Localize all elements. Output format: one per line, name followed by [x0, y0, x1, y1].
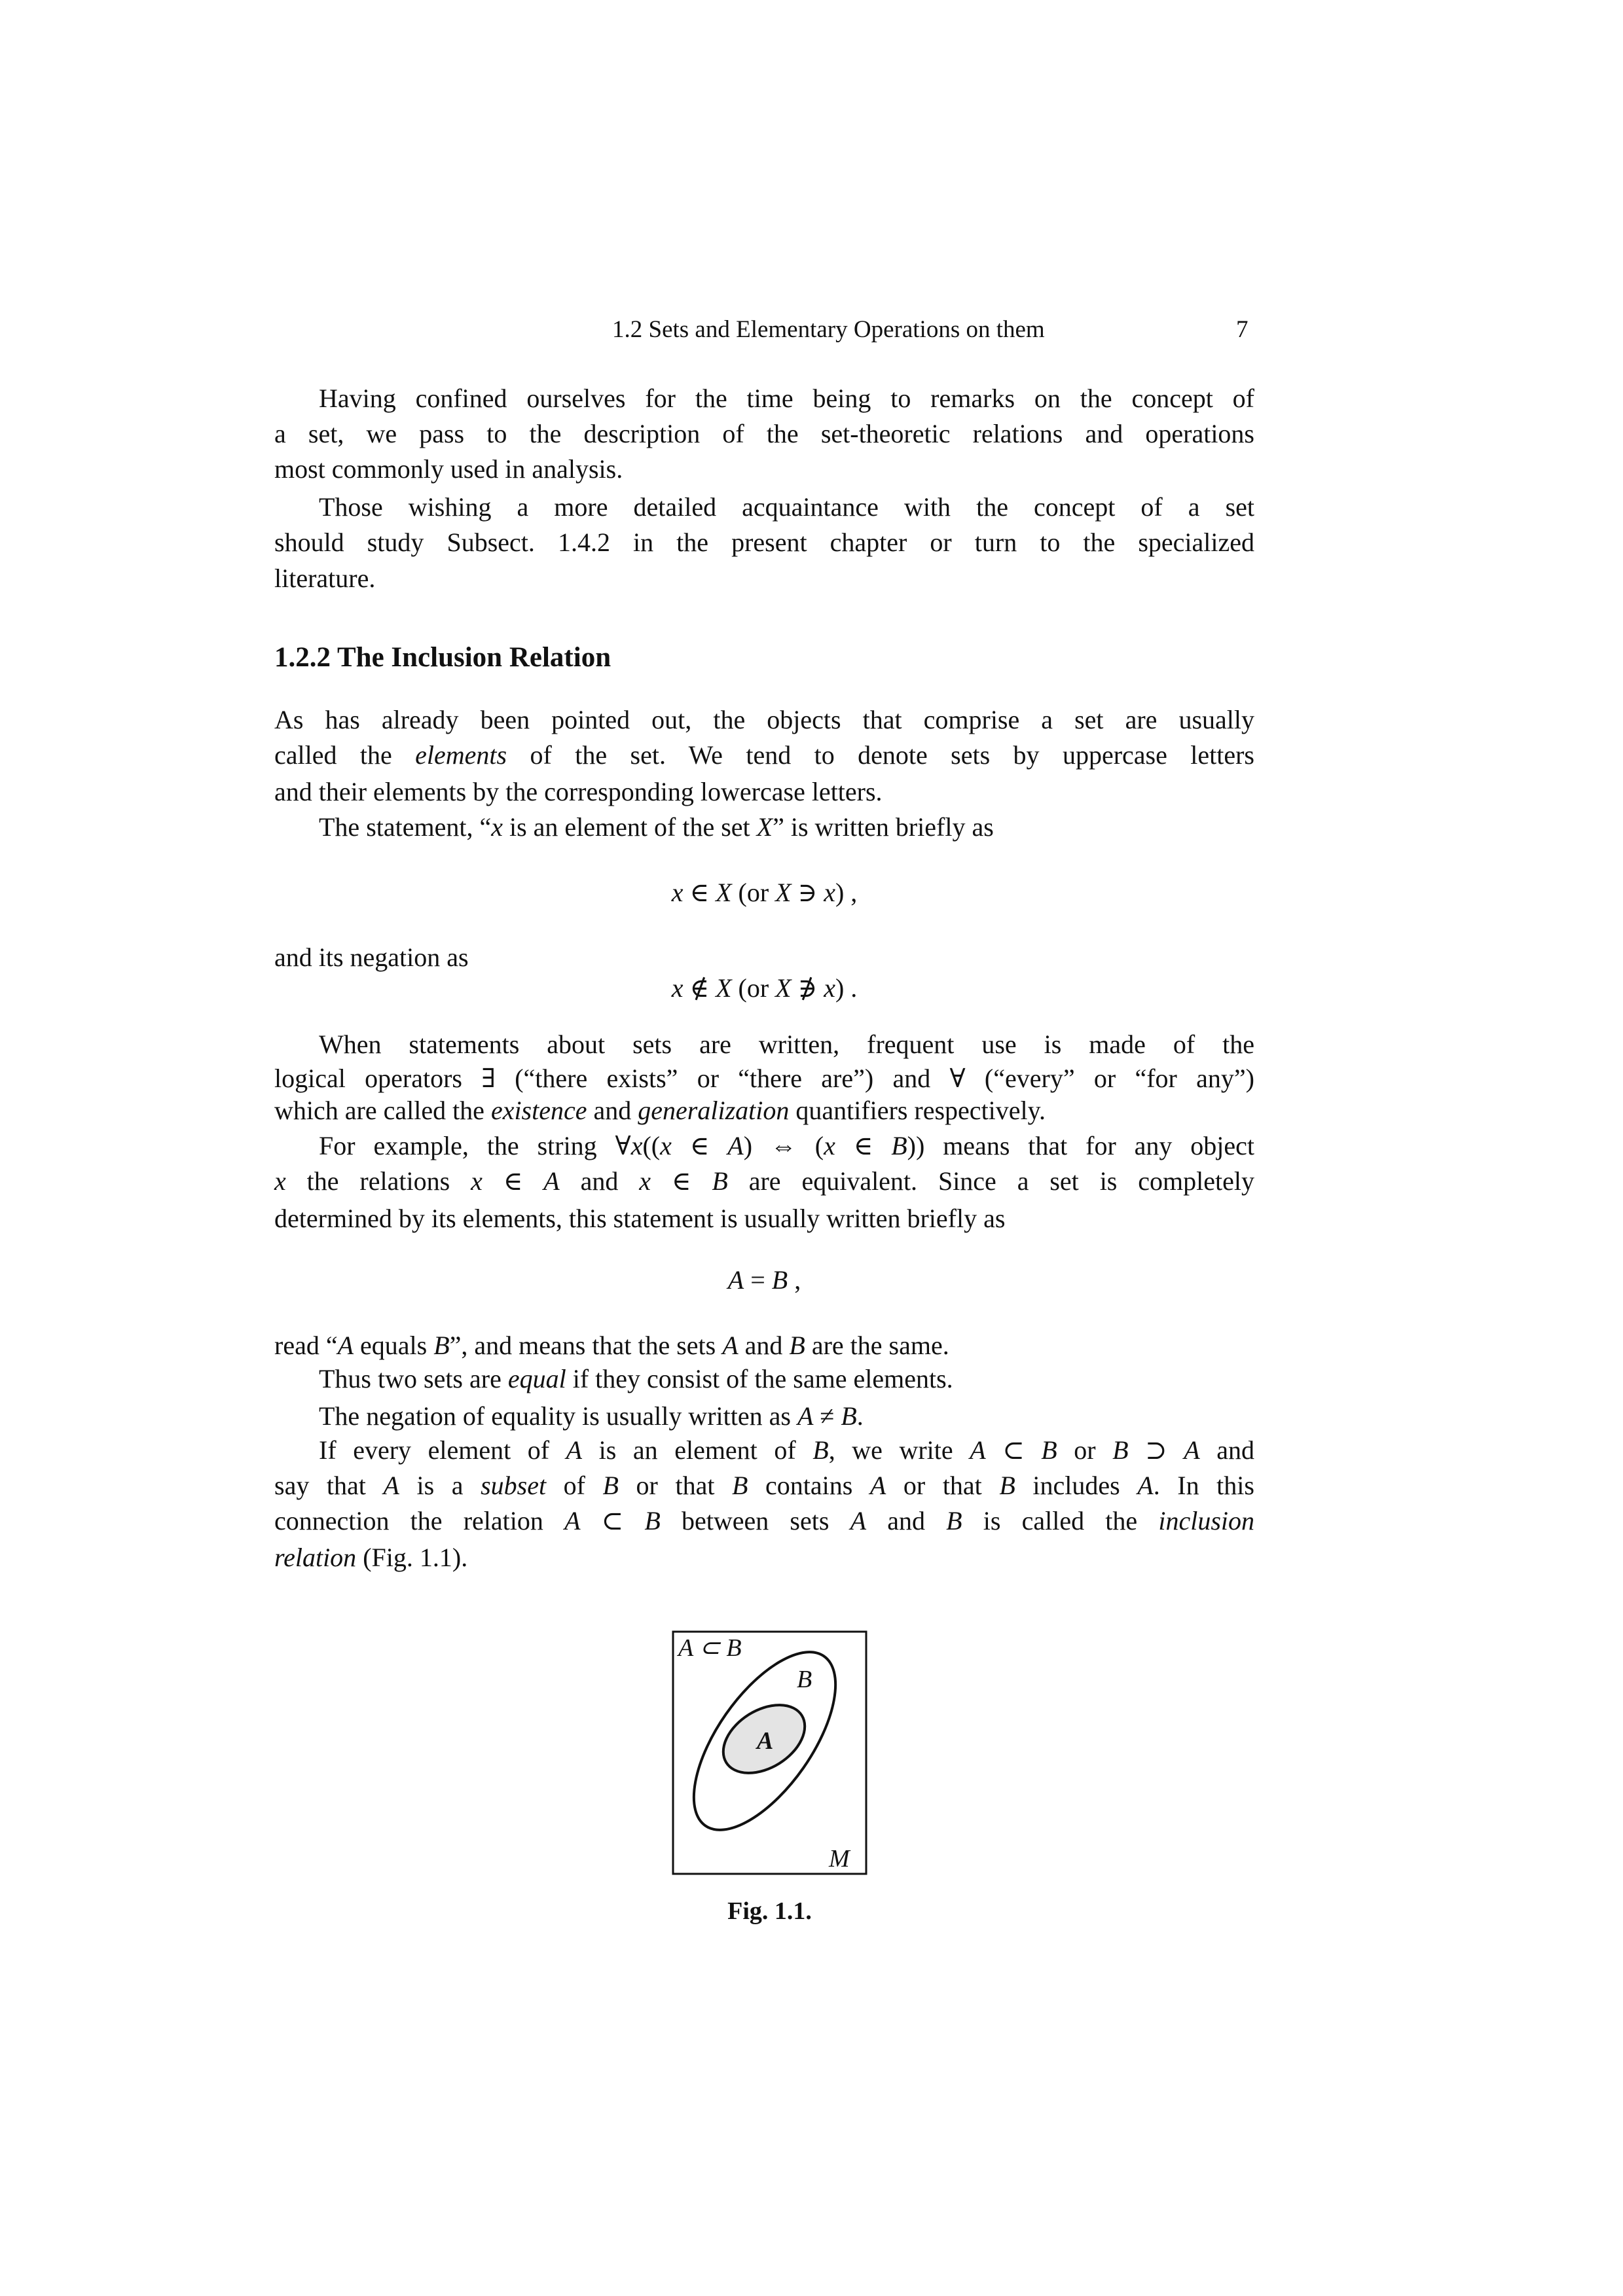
text-run: ” is written briefly as	[773, 812, 994, 842]
emphasis-text: B	[771, 1265, 788, 1295]
text-run: are equivalent. Since a set is completely	[727, 1166, 1254, 1196]
emphasis-text: equal	[507, 1364, 566, 1393]
text-run: ∈	[835, 1131, 892, 1160]
text-run: (or	[731, 973, 776, 1003]
emphasis-text: X	[716, 878, 732, 907]
emphasis-text: A	[1137, 1471, 1154, 1500]
text-run: determined by its elements, this statement is usually written briefly as	[274, 1204, 1006, 1233]
text-run: . In this	[1153, 1471, 1254, 1500]
text-run: ∈	[683, 878, 716, 907]
text-run: or that	[886, 1471, 1000, 1500]
emphasis-text: x	[471, 1166, 483, 1196]
text-run: and its negation as	[274, 942, 469, 972]
text-run: ,	[788, 1265, 801, 1295]
emphasis-text: B	[999, 1471, 1015, 1500]
text-run: Having confined ourselves for the time being to remarks on the concept of	[319, 384, 1254, 413]
emphasis-text: A	[564, 1506, 581, 1535]
emphasis-text: existence	[490, 1096, 587, 1125]
text-run: is called the	[962, 1506, 1159, 1535]
text-run: most commonly used in analysis.	[274, 454, 623, 484]
figure-corner-label: A ⊂ B	[678, 1634, 742, 1662]
text-run: equals	[354, 1331, 434, 1360]
emphasis-text: A	[850, 1506, 867, 1535]
text-run: is an element of the set	[503, 812, 757, 842]
text-run: Those wishing a more detailed acquaintance with the concept of a set	[319, 492, 1254, 522]
text-run: The negation of equality is usually written as	[319, 1401, 797, 1431]
text-run: or that	[618, 1471, 733, 1500]
text-run: For example, the string ∀	[319, 1131, 631, 1160]
emphasis-text: x	[824, 1131, 835, 1160]
emphasis-text: A	[727, 1265, 744, 1295]
emphasis-text: X	[716, 973, 732, 1003]
emphasis-text: A	[566, 1435, 583, 1465]
emphasis-text: A	[970, 1435, 986, 1465]
text-run: which are called the	[274, 1096, 491, 1125]
text-run: The statement, “	[319, 812, 492, 842]
emphasis-text: x	[274, 1166, 286, 1196]
emphasis-text: A	[722, 1331, 739, 1360]
text-run: ∈	[650, 1166, 712, 1196]
emphasis-text: B	[644, 1506, 661, 1535]
text-run: .	[856, 1401, 864, 1431]
emphasis-text: B	[1112, 1435, 1129, 1465]
emphasis-text: X	[775, 878, 792, 907]
emphasis-text: B	[602, 1471, 619, 1500]
emphasis-text: A	[797, 1401, 814, 1431]
emphasis-text: A	[727, 1131, 744, 1160]
text-run: ∌	[791, 973, 824, 1003]
emphasis-text: B	[891, 1131, 907, 1160]
text-run: ≠	[813, 1401, 841, 1431]
text-run: ⊃	[1128, 1435, 1184, 1465]
text-run: and their elements by the corresponding lowercase letters.	[274, 777, 883, 806]
text-run: and	[738, 1331, 790, 1360]
text-run: Thus two sets are	[319, 1364, 508, 1393]
text-run: say that	[274, 1471, 384, 1500]
emphasis-text: B	[946, 1506, 962, 1535]
emphasis-text: X	[756, 812, 773, 842]
running-title: 1.2 Sets and Elementary Operations on them	[612, 316, 1045, 343]
text-run: contains	[748, 1471, 870, 1500]
emphasis-text: A	[383, 1471, 399, 1500]
set-b-label: B	[797, 1666, 812, 1693]
text-run: , we write	[828, 1435, 970, 1465]
text-run: ∉	[683, 973, 716, 1003]
emphasis-text: A	[337, 1331, 354, 1360]
text-run: When statements about sets are written, frequent use is made of the	[319, 1030, 1254, 1059]
text-run: or	[1057, 1435, 1113, 1465]
emphasis-text: x	[671, 878, 684, 907]
text-run: should study Subsect. 1.4.2 in the present chapter or turn to the specialized	[274, 528, 1254, 557]
text-run: is an element of	[582, 1435, 813, 1465]
emphasis-text: B	[841, 1401, 857, 1431]
emphasis-text: B	[433, 1331, 450, 1360]
text-run: and	[559, 1166, 640, 1196]
text-run: (or	[731, 878, 776, 907]
emphasis-text: B	[789, 1331, 805, 1360]
emphasis-text: x	[491, 812, 503, 842]
text-run: read “	[274, 1331, 338, 1360]
text-run: ) ⇔ (	[743, 1131, 824, 1160]
text-run: if they consist of the same elements.	[566, 1364, 953, 1393]
section-heading: 1.2.2 The Inclusion Relation	[274, 642, 611, 673]
text-run: is a	[399, 1471, 481, 1500]
figure-caption: Fig. 1.1.	[727, 1897, 812, 1925]
text-run: and	[587, 1096, 638, 1125]
emphasis-text: subset	[481, 1471, 547, 1500]
text-run: quantifiers respectively.	[789, 1096, 1046, 1125]
emphasis-text: A	[869, 1471, 886, 1500]
emphasis-text: x	[630, 1131, 643, 1160]
text-run: ”, and means that the sets	[449, 1331, 723, 1360]
text-run: of	[546, 1471, 603, 1500]
emphasis-text: B	[712, 1166, 728, 1196]
emphasis-text: relation	[274, 1543, 357, 1572]
text-run: As has already been pointed out, the objects that comprise a set are usually	[274, 705, 1254, 734]
text-run: between sets	[660, 1506, 850, 1535]
text-run: ) ,	[835, 878, 858, 907]
emphasis-text: A	[1184, 1435, 1200, 1465]
text-run: logical operators ∃ (“there exists” or “there are”) and ∀ (“every” or “for any”)	[274, 1064, 1254, 1093]
text-run: literature.	[274, 564, 376, 593]
emphasis-text: x	[660, 1131, 672, 1160]
emphasis-text: x	[824, 878, 835, 907]
emphasis-text: elements	[415, 740, 507, 770]
text-run: =	[744, 1265, 772, 1295]
text-run: includes	[1015, 1471, 1138, 1500]
emphasis-text: X	[775, 973, 792, 1003]
text-run: and	[1199, 1435, 1255, 1465]
emphasis-text: x	[824, 973, 835, 1003]
text-run: ∋	[791, 878, 824, 907]
text-run: ) .	[835, 973, 858, 1003]
text-run: ((	[642, 1131, 661, 1160]
universe-label: M	[829, 1845, 850, 1873]
emphasis-text: inclusion	[1158, 1506, 1255, 1535]
text-run: are the same.	[805, 1331, 949, 1360]
emphasis-text: B	[732, 1471, 748, 1500]
text-run: connection the relation	[274, 1506, 565, 1535]
text-run: If every element of	[319, 1435, 566, 1465]
text-run: )) means that for any object	[907, 1131, 1255, 1160]
emphasis-text: B	[1041, 1435, 1057, 1465]
text-run: (Fig. 1.1).	[356, 1543, 468, 1572]
text-run: the relations	[285, 1166, 471, 1196]
text-run: and	[866, 1506, 947, 1535]
text-run: called the	[274, 740, 416, 770]
page-number: 7	[1236, 316, 1249, 343]
text-run: ⊂	[580, 1506, 645, 1535]
emphasis-text: A	[543, 1166, 560, 1196]
text-run: ⊂	[985, 1435, 1042, 1465]
text-run: ∈	[671, 1131, 728, 1160]
text-run: a set, we pass to the description of the set-theoretic relations and operations	[274, 419, 1254, 448]
text-run: ∈	[482, 1166, 544, 1196]
emphasis-text: generalization	[638, 1096, 790, 1125]
emphasis-text: x	[639, 1166, 651, 1196]
set-a-label: A	[757, 1727, 774, 1755]
text-run: of the set. We tend to denote sets by uppercase letters	[507, 740, 1254, 770]
emphasis-text: x	[671, 973, 684, 1003]
emphasis-text: B	[812, 1435, 829, 1465]
